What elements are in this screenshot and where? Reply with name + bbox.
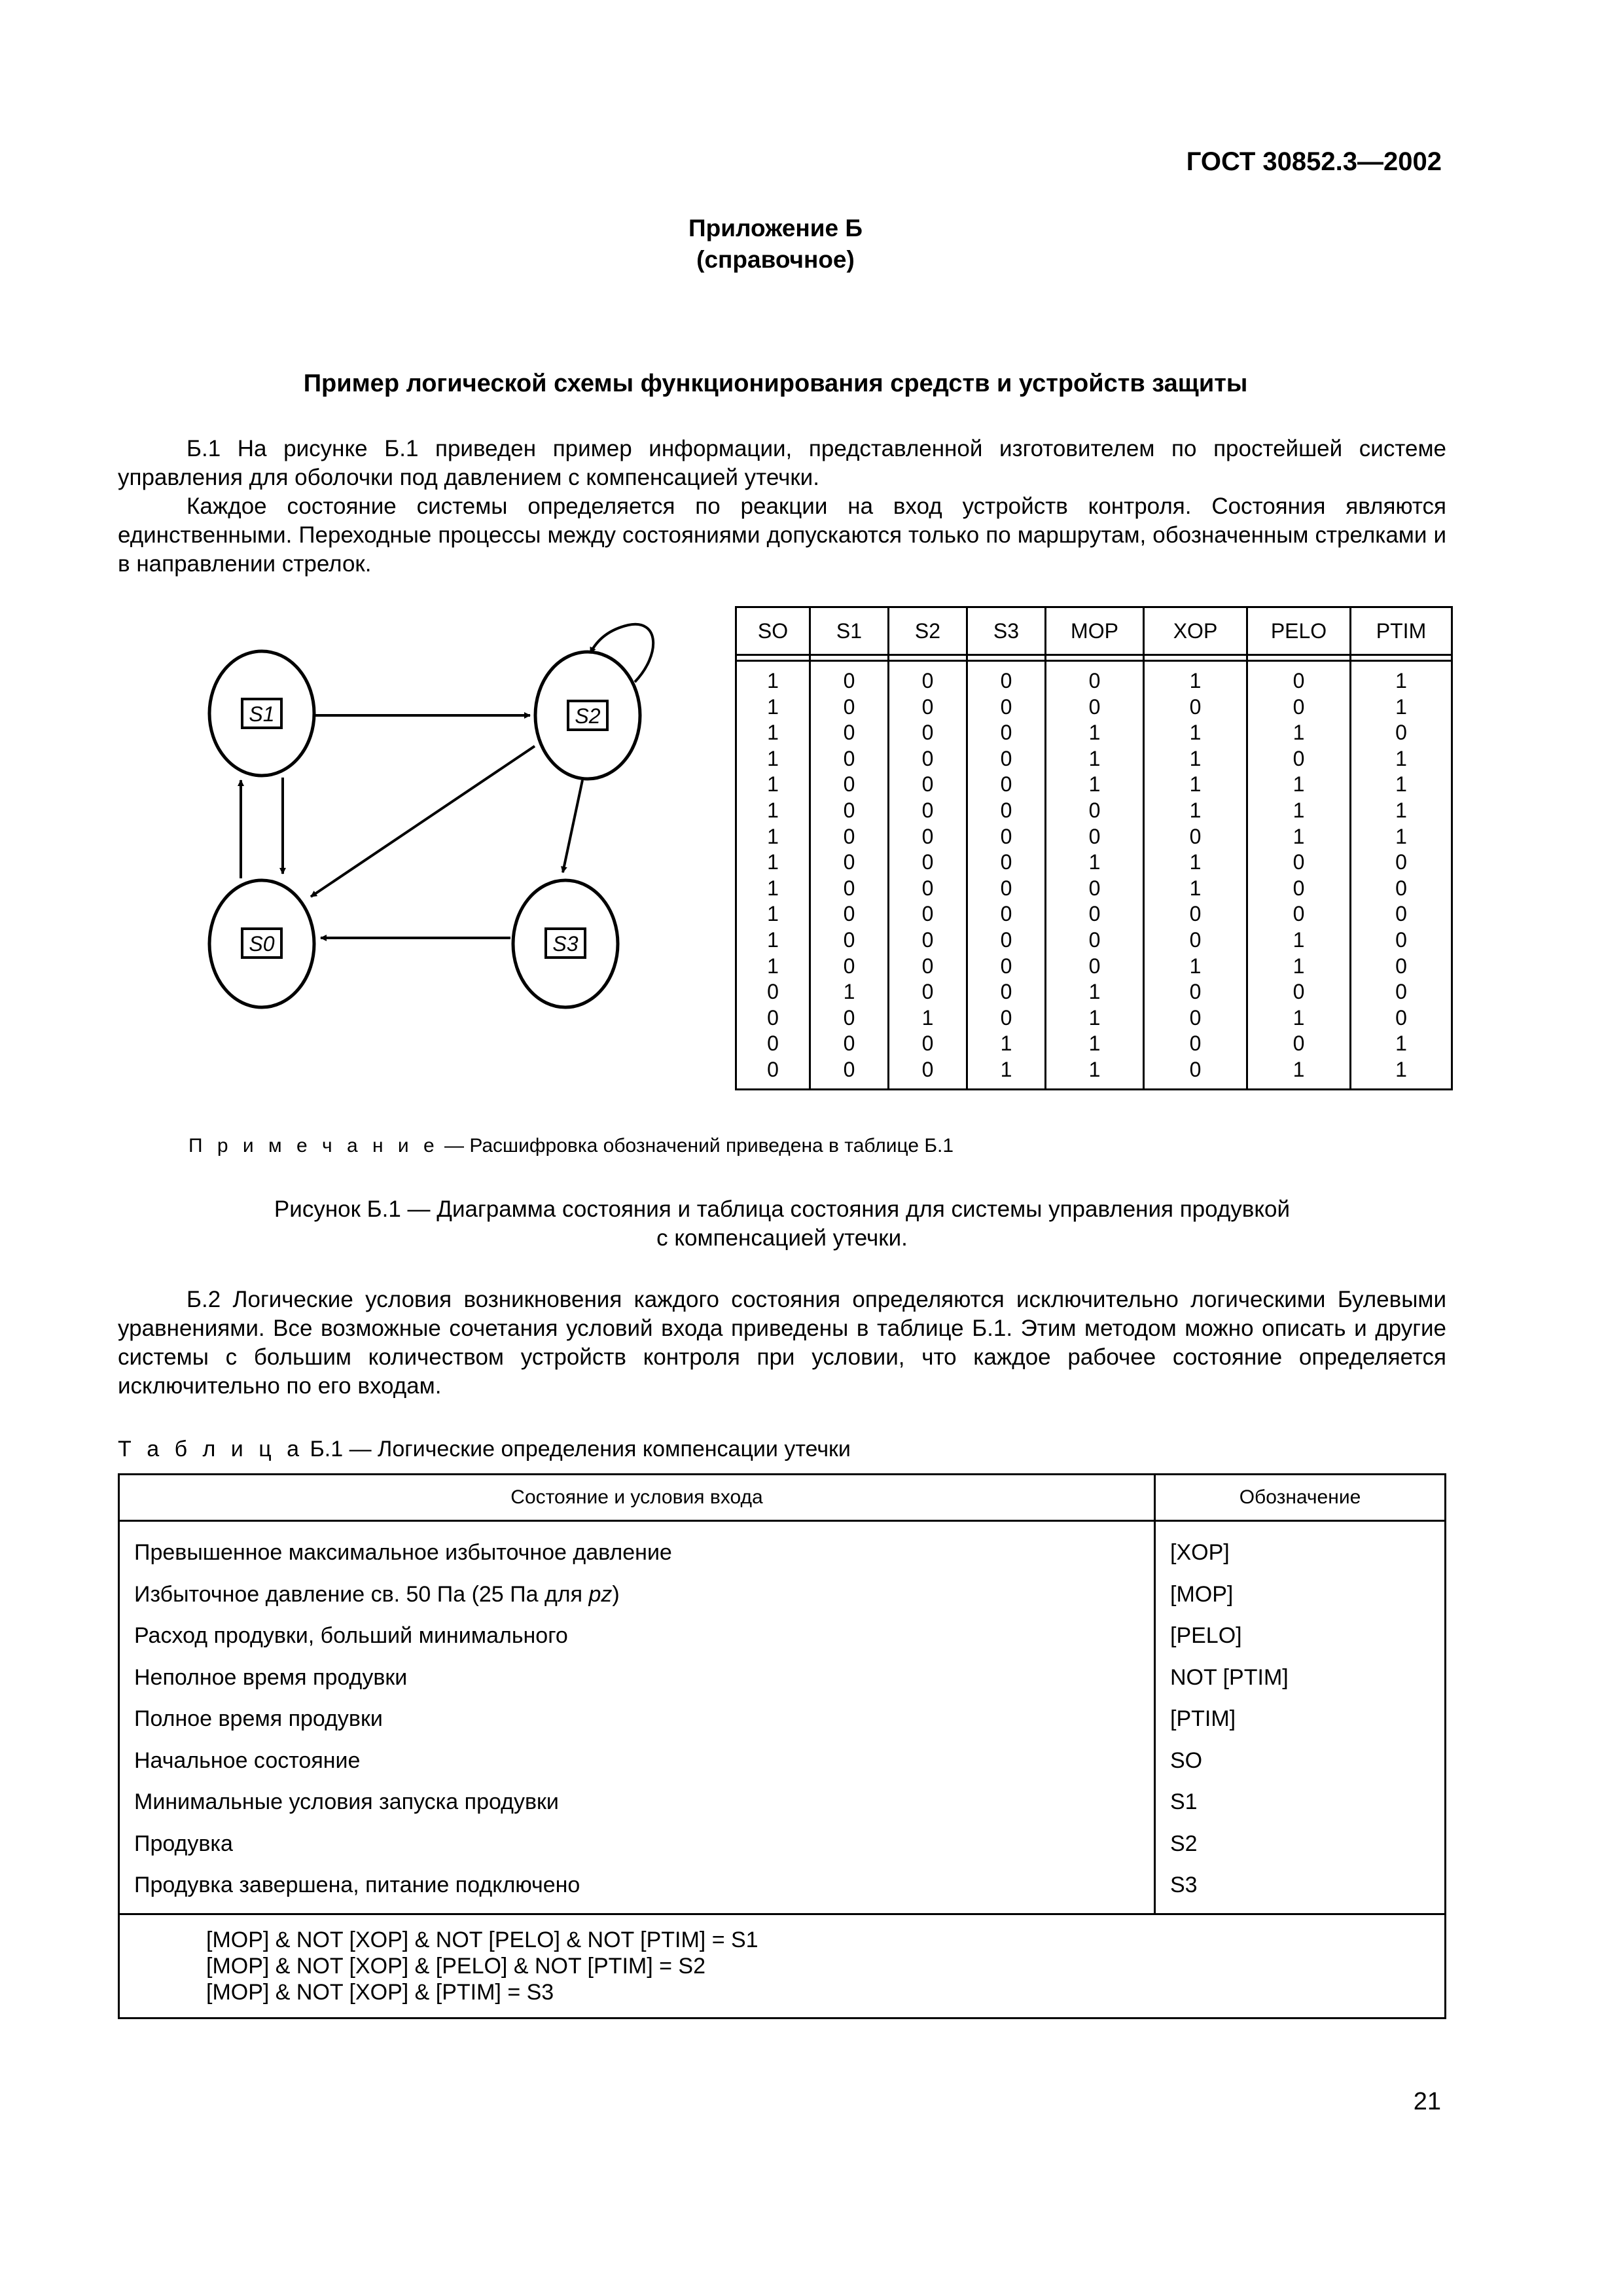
- state-table-body: [736, 661, 1452, 1090]
- state-table-cell: 1: [1088, 850, 1101, 874]
- state-table-col-header: S3: [967, 607, 1046, 655]
- condition-cell: Неполное время продувки: [119, 1657, 1155, 1699]
- designation-cell: NOT [PTIM]: [1155, 1657, 1446, 1699]
- state-table-cell: 1: [1189, 954, 1202, 978]
- state-table-cell: 1: [1189, 772, 1202, 797]
- state-table-column: [967, 661, 1046, 1090]
- state-table-cell: 0: [1395, 980, 1407, 1004]
- table-row: [119, 1865, 1446, 1914]
- state-table-cell: 0: [921, 798, 934, 822]
- state-table-cell: 0: [1000, 824, 1012, 848]
- state-table-column: [736, 661, 810, 1090]
- state-label-s1: S1: [249, 702, 275, 726]
- state-table-cell: 1: [1293, 1057, 1305, 1081]
- annex-type: (справочное): [696, 246, 855, 273]
- state-table-cell: 0: [843, 772, 855, 797]
- state-table-cell: 0: [921, 721, 934, 745]
- state-table-cell: 0: [1000, 876, 1012, 900]
- condition-cell: Избыточное давление св. 50 Па (25 Па для pz): [119, 1574, 1155, 1616]
- state-table-column: [1144, 661, 1247, 1090]
- header-designation: Обозначение: [1155, 1475, 1446, 1521]
- state-table-cell: 0: [1395, 876, 1407, 900]
- state-table-cell: 0: [843, 927, 855, 952]
- standard-number: ГОСТ 30852.3—2002: [1186, 147, 1442, 176]
- state-table-cell: 0: [1395, 902, 1407, 926]
- state-table-cell: 0: [1395, 721, 1407, 745]
- state-table-cell: 0: [1088, 876, 1101, 900]
- state-table-cell: 0: [921, 902, 934, 926]
- state-table-col-header: XOP: [1144, 607, 1247, 655]
- state-table-cell: 1: [1395, 798, 1407, 822]
- designation-cell: [PTIM]: [1155, 1698, 1446, 1740]
- paragraph-b1: [118, 435, 1446, 579]
- state-table-column: [1247, 661, 1351, 1090]
- state-table-cell: 0: [1395, 850, 1407, 874]
- table-row: [119, 1698, 1446, 1740]
- state-table-cell: 0: [843, 1005, 855, 1030]
- figure-caption-line2: с компенсацией утечки.: [656, 1225, 908, 1251]
- figure-note: [188, 1135, 954, 1157]
- state-table-cell: 1: [1395, 1031, 1407, 1056]
- state-table-cell: 0: [1189, 1005, 1202, 1030]
- condition-cell: Минимальные условия запуска продувки: [119, 1782, 1155, 1823]
- state-table-cell: 0: [843, 694, 855, 719]
- condition-cell: Полное время продувки: [119, 1698, 1155, 1740]
- state-table-cell: 0: [1000, 694, 1012, 719]
- state-table-cell: 1: [1088, 721, 1101, 745]
- equation-line: [MOP] & NOT [XOP] & NOT [PELO] & NOT [PTIM] = S1: [206, 1927, 758, 1952]
- state-table-column: [1351, 661, 1452, 1090]
- state-table-cell: 0: [1189, 1031, 1202, 1056]
- state-table-cell: 0: [767, 980, 779, 1004]
- condition-cell: Начальное состояние: [119, 1740, 1155, 1782]
- state-label-s0: S0: [249, 932, 275, 956]
- condition-cell: Превышенное максимальное избыточное давление: [119, 1527, 1155, 1574]
- table-row: [119, 1782, 1446, 1823]
- condition-cell: Расход продувки, больший минимального: [119, 1615, 1155, 1657]
- state-table-cell: 0: [1000, 746, 1012, 770]
- state-table-cell: 1: [1088, 1057, 1101, 1081]
- state-label-s3: S3: [552, 932, 579, 956]
- state-table-column: [889, 661, 967, 1090]
- header-condition: Состояние и условия входа: [119, 1475, 1155, 1521]
- equation-line: [MOP] & NOT [XOP] & [PELO] & NOT [PTIM] = S2: [206, 1953, 705, 1979]
- arrow-s2-to-s3: [563, 780, 582, 872]
- state-table-cell: 0: [1293, 850, 1305, 874]
- state-table-cell: 1: [767, 694, 779, 719]
- state-table-cell: 1: [1293, 927, 1305, 952]
- state-table-col-header: S1: [810, 607, 889, 655]
- state-table-cell: 0: [1189, 980, 1202, 1004]
- designation-cell: [XOP]: [1155, 1527, 1446, 1574]
- state-table-cell: 0: [1293, 980, 1305, 1004]
- table-caption: [118, 1437, 851, 1462]
- state-table-cell: 0: [921, 694, 934, 719]
- state-table-cell: 0: [1189, 1057, 1202, 1081]
- table-caption-text: Б.1 — Логические определения компенсации утечки: [304, 1437, 851, 1462]
- state-table-cell: 1: [1189, 850, 1202, 874]
- table-row: [119, 1823, 1446, 1865]
- state-table-col-header: PTIM: [1351, 607, 1452, 655]
- designation-cell: SO: [1155, 1740, 1446, 1782]
- page-number: 21: [1413, 2088, 1441, 2115]
- designation-cell: S2: [1155, 1823, 1446, 1865]
- condition-cell: Продувка завершена, питание подключено: [119, 1865, 1155, 1914]
- state-table-cell: 0: [1000, 902, 1012, 926]
- state-table-cell: 1: [767, 850, 779, 874]
- state-table-cell: 0: [1293, 1031, 1305, 1056]
- state-table-cell: 1: [1395, 694, 1407, 719]
- state-table-cell: 0: [1000, 850, 1012, 874]
- state-table-cell: 0: [1088, 694, 1101, 719]
- annex-label: Приложение Б: [688, 215, 863, 242]
- logic-table-header: [119, 1475, 1446, 1521]
- boolean-equations: [119, 1914, 1446, 2018]
- state-table-cell: 1: [1088, 746, 1101, 770]
- state-table-column: [1046, 661, 1144, 1090]
- figure-caption-line1: Рисунок Б.1 — Диаграмма состояния и таблица состояния для системы управления продувкой: [274, 1196, 1291, 1222]
- state-table-cell: 0: [1088, 954, 1101, 978]
- state-table-cell: 0: [1189, 902, 1202, 926]
- paragraph-b1-text: Б.1 На рисунке Б.1 приведен пример информации, представленной изготовителем по простейшей системе управления для оболочки под давлением с компенсацией утечки.: [118, 436, 1446, 490]
- state-table-cell: 1: [1395, 772, 1407, 797]
- state-table-cell: 1: [1088, 1005, 1101, 1030]
- state-table-cell: 1: [1293, 1005, 1305, 1030]
- state-table-cell: 0: [921, 850, 934, 874]
- state-label-s2: S2: [575, 704, 601, 728]
- state-table-cell: 1: [1000, 1031, 1012, 1056]
- state-table-cell: 0: [767, 1031, 779, 1056]
- state-table-cell: 0: [843, 1031, 855, 1056]
- state-table-cell: 1: [767, 927, 779, 952]
- state-table-cell: 1: [767, 876, 779, 900]
- state-table-cell: 1: [767, 721, 779, 745]
- state-table-cell: 0: [1000, 669, 1012, 692]
- figure-caption: [118, 1195, 1446, 1253]
- state-table-cell: 0: [1189, 694, 1202, 719]
- state-table-cell: 1: [921, 1005, 934, 1030]
- state-table-cell: 0: [921, 772, 934, 797]
- state-table-cell: 0: [1293, 746, 1305, 770]
- state-table-cell: 0: [1293, 669, 1305, 692]
- state-table-col-header: S2: [889, 607, 967, 655]
- state-table-cell: 0: [843, 669, 855, 692]
- state-table: [735, 606, 1453, 1090]
- designation-cell: [MOP]: [1155, 1574, 1446, 1616]
- paragraph-b2: [118, 1285, 1446, 1401]
- state-table-cell: 1: [1088, 772, 1101, 797]
- state-table-cell: 1: [767, 954, 779, 978]
- state-table-cell: 0: [1293, 694, 1305, 719]
- paragraph-b2-text: Б.2 Логические условия возникновения каждого состояния определяются исключительно логическими Булевыми уравнениями. Все возможные сочетания условий входа приведены в таблице Б.1. Этим методом можно описать и другие системы с большим количеством устройств контроля при условии, что каждое рабочее состояние определяется исключительно по его входам.: [118, 1287, 1446, 1399]
- state-table-cell: 1: [1088, 1031, 1101, 1056]
- designation-cell: S1: [1155, 1782, 1446, 1823]
- state-table-col-header: MOP: [1046, 607, 1144, 655]
- note-label: П р и м е ч а н и е: [188, 1135, 439, 1157]
- state-table-cell: 0: [843, 902, 855, 926]
- state-table-cell: 0: [1088, 902, 1101, 926]
- state-diagram: [190, 609, 687, 1041]
- state-table-cell: 0: [921, 927, 934, 952]
- state-table-cell: 1: [1000, 1057, 1012, 1081]
- section-title: Пример логической схемы функционирования средств и устройств защиты: [303, 370, 1248, 397]
- state-table-cell: 0: [921, 954, 934, 978]
- state-table-cell: 1: [1189, 746, 1202, 770]
- state-table-cell: 0: [1000, 772, 1012, 797]
- state-table-cell: 0: [843, 721, 855, 745]
- state-table-cell: 0: [1189, 927, 1202, 952]
- state-table-cell: 1: [1189, 669, 1202, 692]
- equation-line: [MOP] & NOT [XOP] & [PTIM] = S3: [206, 1979, 554, 2005]
- state-table-cell: 1: [767, 772, 779, 797]
- state-table-cell: 0: [1189, 824, 1202, 848]
- condition-cell: Продувка: [119, 1823, 1155, 1865]
- state-table-col-header: SO: [736, 607, 810, 655]
- state-table-cell: 1: [1293, 824, 1305, 848]
- table-row: [119, 1740, 1446, 1782]
- table-row: [119, 1657, 1446, 1699]
- state-table-cell: 0: [921, 824, 934, 848]
- state-table-cell: 0: [1088, 798, 1101, 822]
- state-table-cell: 0: [921, 876, 934, 900]
- table-caption-label: Т а б л и ц а: [118, 1437, 304, 1462]
- paragraph-b1-states: Каждое состояние системы определяется по реакции на вход устройств контроля. Состояния являются единственными. Переходные процессы между состояниями допускаются только по маршрутам, обозначенным стрелками и в направлении стрелок.: [118, 493, 1446, 577]
- state-table-cell: 0: [843, 824, 855, 848]
- arrow-s2-to-s0: [311, 746, 535, 897]
- state-table-cell: 1: [1293, 954, 1305, 978]
- state-table-cell: 0: [1395, 954, 1407, 978]
- state-table-cell: 1: [1088, 980, 1101, 1004]
- state-table-cell: 0: [1293, 876, 1305, 900]
- state-table-cell: 0: [1000, 1005, 1012, 1030]
- state-table-header: [736, 607, 1452, 655]
- state-table-cell: 0: [921, 1057, 934, 1081]
- state-table-cell: 0: [921, 669, 934, 692]
- state-table-col-header: PELO: [1247, 607, 1351, 655]
- state-table-cell: 1: [843, 980, 855, 1004]
- state-table-cell: 0: [843, 746, 855, 770]
- state-table-cell: 1: [1395, 746, 1407, 770]
- state-table-cell: 0: [1000, 954, 1012, 978]
- state-table-cell: 0: [921, 980, 934, 1004]
- state-table-cell: 1: [1293, 721, 1305, 745]
- state-table-cell: 0: [1000, 798, 1012, 822]
- state-table-cell: 1: [767, 746, 779, 770]
- state-table-cell: 0: [843, 850, 855, 874]
- designation-cell: S3: [1155, 1865, 1446, 1914]
- table-row: [119, 1527, 1446, 1574]
- state-table-cell: 0: [843, 1057, 855, 1081]
- state-table-cell: 1: [1395, 669, 1407, 692]
- state-table-cell: 0: [843, 798, 855, 822]
- state-table-cell: 0: [1088, 927, 1101, 952]
- state-table-cell: 0: [1088, 824, 1101, 848]
- designation-cell: [PELO]: [1155, 1615, 1446, 1657]
- state-table-cell: 0: [767, 1057, 779, 1081]
- state-table-cell: 1: [1395, 1057, 1407, 1081]
- table-row: [119, 1615, 1446, 1657]
- state-table-cell: 1: [1189, 798, 1202, 822]
- state-table-cell: 0: [1000, 927, 1012, 952]
- table-row: [119, 1574, 1446, 1616]
- state-table-cell: 0: [921, 746, 934, 770]
- state-table-cell: 0: [1000, 721, 1012, 745]
- state-table-cell: 0: [843, 954, 855, 978]
- state-table-cell: 1: [1395, 824, 1407, 848]
- logic-definitions-table: [118, 1473, 1446, 2019]
- state-table-cell: 1: [767, 824, 779, 848]
- state-table-cell: 1: [1189, 876, 1202, 900]
- state-table-cell: 0: [1293, 902, 1305, 926]
- state-table-column: [810, 661, 889, 1090]
- state-table-cell: 1: [767, 902, 779, 926]
- state-table-cell: 0: [1395, 1005, 1407, 1030]
- state-table-cell: 1: [1293, 772, 1305, 797]
- state-table-cell: 0: [921, 1031, 934, 1056]
- state-table-cell: 0: [843, 876, 855, 900]
- state-table-cell: 1: [1189, 721, 1202, 745]
- state-table-cell: 1: [1293, 798, 1305, 822]
- state-table-cell: 0: [1395, 927, 1407, 952]
- state-table-cell: 1: [767, 798, 779, 822]
- note-text: — Расшифровка обозначений приведена в таблице Б.1: [438, 1135, 954, 1157]
- state-table-cell: 0: [1088, 669, 1101, 692]
- state-table-cell: 0: [1000, 980, 1012, 1004]
- state-table-cell: 0: [767, 1005, 779, 1030]
- state-table-cell: 1: [767, 669, 779, 692]
